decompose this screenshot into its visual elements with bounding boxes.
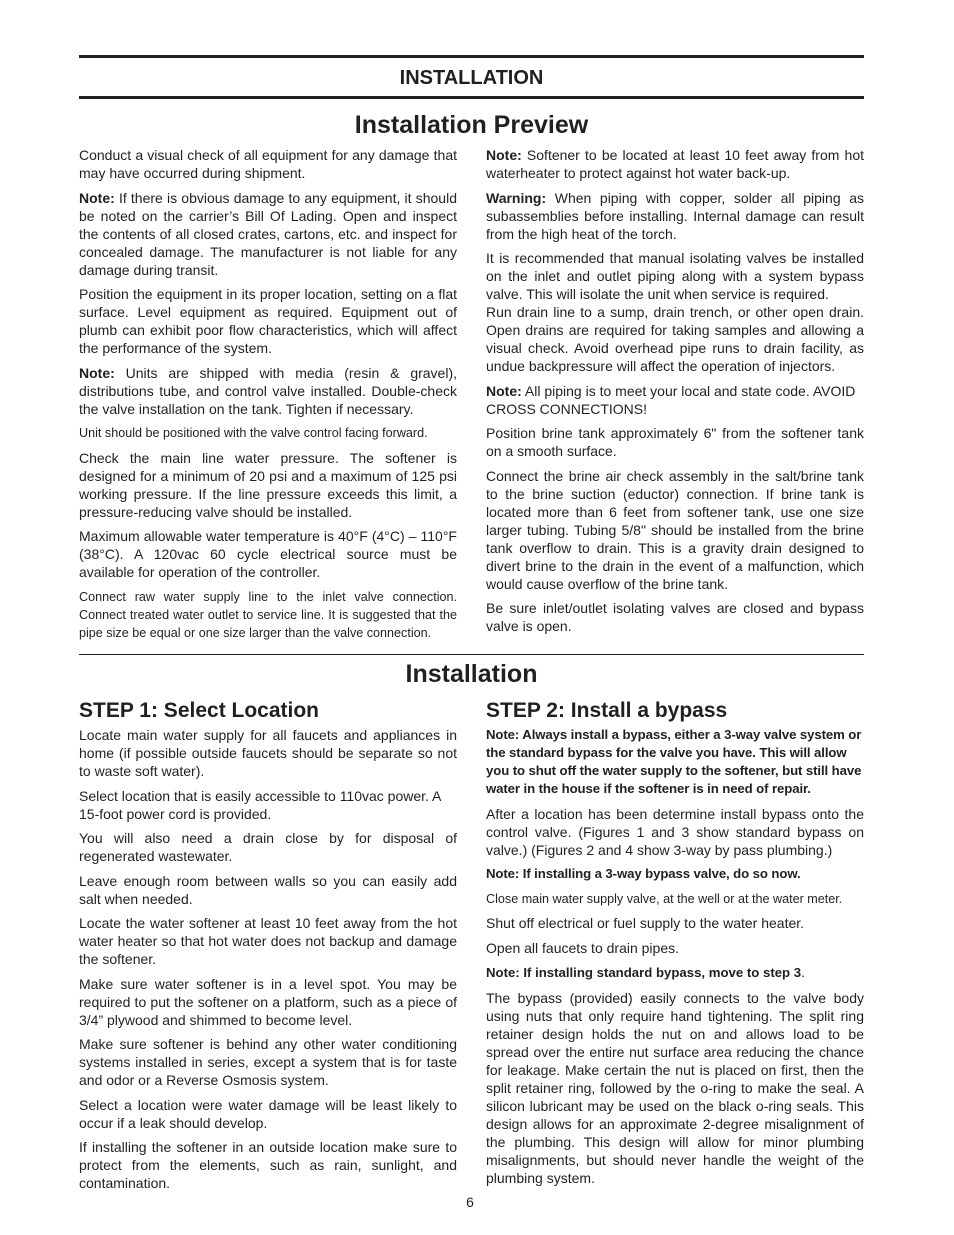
preview-left-p7: Maximum allowable water temperature is 40°F (4°C) – 110°F (38°C). A 120vac 60 cycle electrical source must be available for operation of the controller. — [79, 528, 457, 580]
step1-heading: STEP 1: Select Location — [79, 699, 320, 722]
step2-note-3way: Note: If installing a 3-way bypass valve, do so now. — [486, 866, 801, 881]
page-number: 6 — [466, 1194, 474, 1210]
preview-left-p4: Note: Units are shipped with media (resin & gravel), distributions tube, and control valve installed. Double-check the valve installation on the tank. Tighten if necessary. — [79, 364, 457, 417]
step2-p2: Close main water supply valve, at the well or at the water meter. — [486, 891, 843, 906]
step1-p8: Select a location were water damage will be least likely to occur if a leak should develop. — [79, 1096, 457, 1131]
installation-divider — [79, 654, 864, 655]
preview-right-p8: Be sure inlet/outlet isolating valves are closed and bypass valve is open. — [486, 600, 864, 634]
preview-right-p7: Connect the brine air check assembly in the salt/brine tank to the brine suction (eductor) connection. If brine tank is located more than 6 feet from softener tank, use one size larger tubing. Tubing 5/8" should be installed from the brine tank overflow to drain. This is a gravity drain designed to divert brine to the drain in the event of a malfunction, which would cause overflow of the brine tank. — [486, 467, 864, 592]
header-bottom-rule — [79, 96, 864, 99]
step2-column — [486, 698, 870, 1193]
step2-bold-note: Note: Always install a bypass, either a 3-way valve system or the standard bypass for the valve you have. This will allow you to shut off the water supply to the softener, but still have water in the house if the softener is in need of repair. — [486, 727, 862, 796]
section-heading: INSTALLATION — [399, 67, 544, 89]
preview-left-p5: Unit should be positioned with the valve control facing forward. — [79, 426, 428, 440]
preview-left-p8: Connect raw water supply line to the inlet valve connection. Connect treated water outlet to service line. It is suggested that the pipe size be equal or one size larger than the valve connection. — [79, 589, 457, 640]
step1-p6: Make sure water softener is in a level spot. You may be required to put the softener on a platform, such as a piece of 3/4” plywood and shimmed to become level. — [79, 975, 457, 1028]
step1-p2: Select location that is easily accessible to 110vac power. A 15-foot power cord is provided. — [79, 787, 441, 822]
preview-left-p2: Note: If there is obvious damage to any equipment, it should be noted on the carrier’s Bill Of Lading. Open and inspect the contents of all closed crates, cartons, etc. and inspect for concealed damage. The manufacturer is not liable for any damage during transit. — [79, 189, 457, 278]
preview-left-p3: Position the equipment in its proper location, setting on a flat surface. Level equipment as required. Equipment out of plumb can exhibit poor flow characteristics, which will affect the performance of the system. — [79, 286, 457, 356]
preview-left-p1: Conduct a visual check of all equipment for any damage that may have occurred during shipment. — [79, 147, 457, 181]
preview-right-p1: Note: Softener to be located at least 10 feet away from hot waterheater to protect against hot water back-up. — [486, 147, 864, 181]
preview-title: Installation Preview — [354, 111, 589, 139]
step1-p3: You will also need a drain close by for disposal of regenerated wastewater. — [79, 830, 457, 864]
step1-p4: Leave enough room between walls so you can easily add salt when needed. — [79, 872, 457, 907]
step1-p9: If installing the softener in an outside location make sure to protect from the elements, such as rain, sunlight, and contamination. — [79, 1139, 457, 1191]
preview-right-p3: It is recommended that manual isolating valves be installed on the inlet and outlet piping along with a system bypass valve. This will isolate the unit when service is required. — [486, 250, 864, 302]
step1-column — [79, 698, 457, 1199]
preview-left-column — [79, 146, 457, 648]
step2-note-standard: Note: If installing standard bypass, move to step 3. — [486, 964, 805, 980]
step2-p3: Shut off electrical or fuel supply to the water heater. — [486, 915, 805, 931]
preview-left-p6: Check the main line water pressure. The softener is designed for a minimum of 20 psi and a maximum of 125 psi working pressure. If the line pressure exceeds this limit, a pressure-reducing valve should be installed. — [79, 449, 457, 520]
step2-heading: STEP 2: Install a bypass — [486, 699, 728, 722]
step1-p7: Make sure softener is behind any other water conditioning systems installed in series, except a system that is for taste and odor or a Reverse Osmosis system. — [79, 1036, 457, 1088]
step2-p4: Open all faucets to drain pipes. — [486, 939, 680, 956]
preview-right-column — [486, 146, 864, 642]
header-top-rule — [79, 55, 864, 58]
step1-p5: Locate the water softener at least 10 feet away from the hot water heater so that hot water does not backup and damage the softener. — [79, 915, 457, 967]
preview-right-p6: Position brine tank approximately 6" from the softener tank on a smooth surface. — [486, 425, 864, 459]
step2-p1: After a location has been determine install bypass onto the control valve. (Figures 1 and 3 show standard bypass on valve.) (Figures 2 and 4 show 3-way by pass plumbing.) — [486, 805, 864, 858]
step1-p1: Locate main water supply for all faucets and appliances in home (if possible outside faucets should be separate so not to waste soft water). — [79, 727, 457, 779]
step2-p5: The bypass (provided) easily connects to the valve body using nuts that only require hand tightening. The split ring retainer design holds the nut on and allows load to be spread over the entire nut surface area reducing the chance for leakage. Make certain the nut is placed on first, then the split retainer ring, followed by the o-ring to make the seal. A silicon lubricant may be used on the black o-ring seals. This design allows for an approximate 2-degree misalignment of the plumbing. This design will allow for minor plumbing misalignments, but should never handle the weight of the plumbing system. — [486, 989, 864, 1186]
preview-right-p5: Note: All piping is to meet your local and state code. AVOID CROSS CONNECTIONS! — [486, 382, 856, 417]
installation-title: Installation — [405, 660, 538, 688]
preview-right-p4: Run drain line to a sump, drain trench, or other open drain. Open drains are required for taking samples and allowing a visual check. Avoid overhead pipe runs to drain facility, as undue backpressure will affect the operation of injectors. — [486, 304, 864, 374]
preview-right-p2: Warning: When piping with copper, solder all piping as subassemblies before installing. Internal damage can result from the high heat of the torch. — [486, 189, 864, 242]
